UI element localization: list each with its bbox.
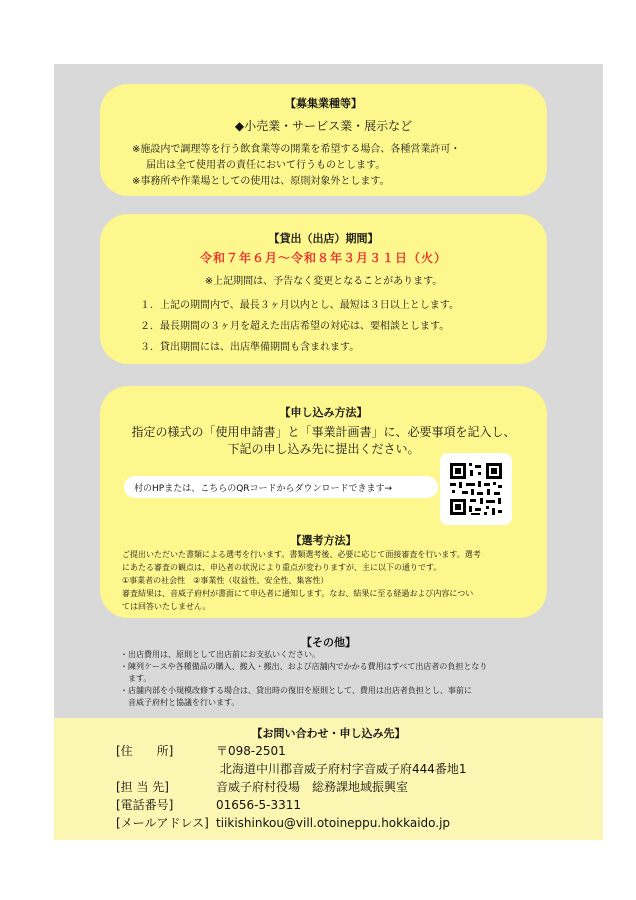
apply-heading: 【申し込み方法】 [279,406,368,419]
recruit-note-1: ※施設内で調理等を行う飲食業等の開業を希望する場合、各種営業許可・ [132,144,461,155]
contact-email[interactable]: tiikishinkou@vill.otoineppu.hokkaido.jp [216,816,451,830]
apply-line-1: 指定の様式の「使用申請書」と「事業計画書」に、必要事項を記入し、 [131,425,516,439]
period-item-3: ３．貸出期間には、出店準備期間も含まれます。 [140,342,360,353]
qr-code-icon-graphic [440,453,512,525]
qr-code-icon[interactable] [440,453,512,525]
qr-download-note [124,476,438,498]
other-line-1: ・出店費用は、原則として出店前にお支払いください。 [120,650,320,659]
selection-heading: 【選考方法】 [290,534,357,547]
contact-panel [54,718,603,840]
contact-address-row [116,742,286,759]
selection-line-2: にあたる審査の観点は、申込者の状況により重点が変わりますが、主に以下の通りです。 [122,563,442,572]
selection-line-1: ご提出いただいた書類による選考を行います。書類選考後、必要に応じて面接審査を行います。選考 [122,550,481,559]
contact-email-label: [メールアドレス] [116,816,209,830]
apply-line-2: 下記の申し込み先に提出ください。 [227,442,420,456]
contact-postal: 〒098-2501 [216,744,286,758]
recruit-note-2: 届出は全て使用者の責任において行うものとします。 [146,160,386,171]
qr-label: 村のHPまたは、こちらのQRコードからダウンロードできます→ [134,484,393,494]
contact-office: 音威子府村役場 総務課地域振興室 [216,780,409,794]
other-line-5: 音威子府村と協議を行います。 [120,698,240,707]
recruit-heading: 【募集業種等】 [285,97,362,110]
period-notice: ※上記期間は、予告なく変更となることがあります。 [204,276,443,287]
contact-address: 北海道中川郡音威子府村字音威子府444番地1 [220,762,467,776]
selection-line-4: 審査結果は、音威子府村が書面にて申込者に通知します。なお、結果に至る経過および内容につい [122,589,474,598]
recruit-card [100,84,547,196]
contact-email-row [116,814,450,831]
contact-office-label: [担 当 先] [116,780,169,794]
other-heading: 【その他】 [301,636,356,649]
recruit-note-3: ※事務所や作業場としての使用は、原則対象外とします。 [132,176,390,187]
selection-line-5: ては回答いたしません。 [122,602,211,611]
contact-phone[interactable]: 01656-5-3311 [216,798,302,812]
period-card [100,214,547,364]
contact-address-label: [住 所] [116,744,174,758]
period-heading: 【貸出（出店）期間】 [268,232,379,245]
other-line-2: ・陳列ケースや各種備品の購入、搬入・搬出、および店舗内でかかる費用はすべて出店者の負担となり [120,662,488,671]
other-line-3: ます。 [120,674,152,683]
contact-phone-label: [電話番号] [116,798,174,812]
contact-phone-row [116,796,301,813]
period-range: 令和７年６月～令和８年３月３１日（火） [199,251,447,265]
contact-office-row [116,778,408,795]
other-line-4: ・店舗内部を小規模改修する場合は、貸出時の復旧を原則として、費用は出店者負担とし、事前に [120,686,472,695]
period-item-1: １．上記の期間内で、最長３ヶ月以内とし、最短は３日以上とします。 [140,300,459,311]
contact-heading: 【お問い合わせ・申し込み先】 [251,727,406,740]
selection-line-3: ①事業者の社会性 ②事業性（収益性、安全性、集客性） [122,576,329,585]
document-sheet [54,64,603,840]
period-item-2: ２．最長期間の３ヶ月を超えた出店希望の対応は、要相談とします。 [140,321,450,332]
apply-card [100,386,547,618]
recruit-types: ◆小売業・サービス業・展示など [234,119,413,133]
